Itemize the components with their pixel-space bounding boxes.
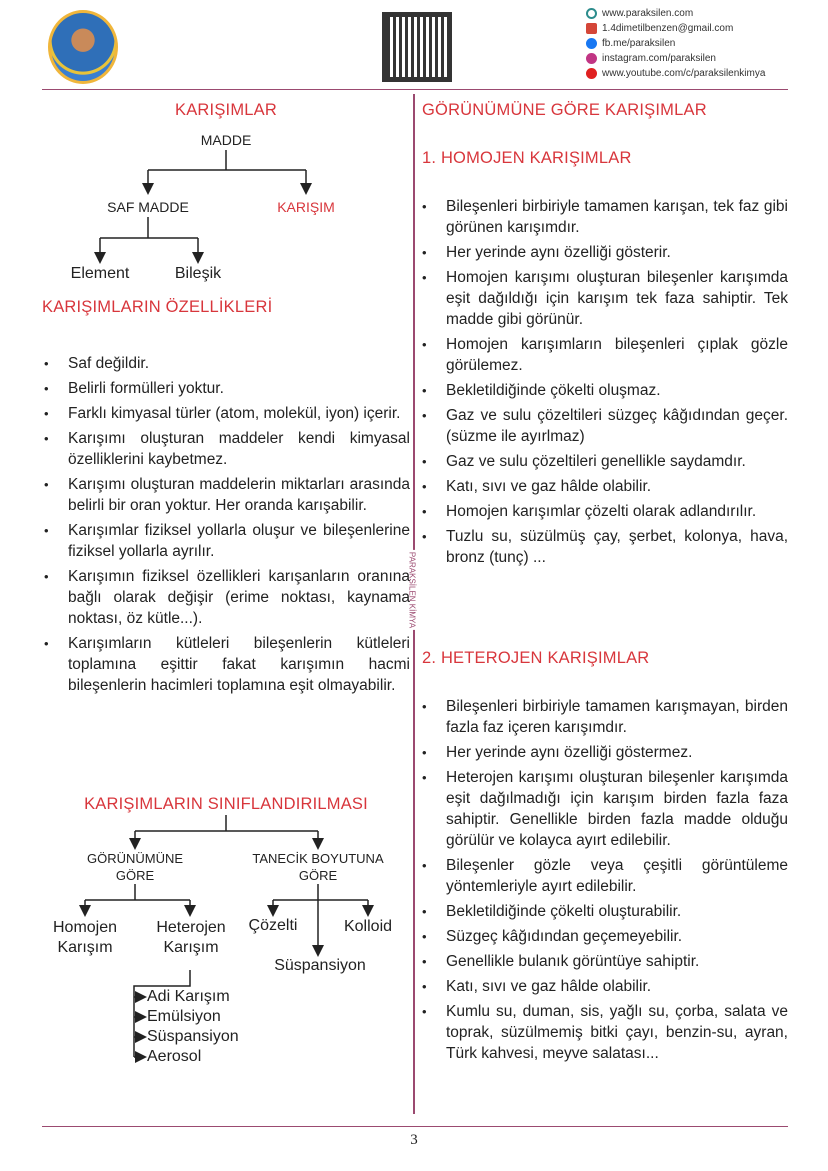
tree-node-heterojen bbox=[156, 918, 225, 958]
tree-node-tanecik-boyutuna-gore bbox=[252, 850, 383, 884]
section-title-ozellikler: KARIŞIMLARIN ÖZELLİKLERİ bbox=[42, 298, 273, 316]
contact-facebook[interactable]: fb.me/paraksilen bbox=[586, 36, 765, 51]
section-title-heterojen: 2. HETEROJEN KARIŞIMLAR bbox=[422, 649, 650, 667]
label: GÖRE bbox=[115, 868, 155, 883]
properties-list bbox=[42, 353, 410, 700]
list-item: • Homojen karışımlar çözelti olarak adlandırılır. bbox=[420, 501, 788, 522]
heterojen-subtypes bbox=[147, 987, 239, 1067]
section-title-homojen: 1. HOMOJEN KARIŞIMLAR bbox=[422, 149, 632, 167]
watermark: PARAKSİLEN KİMYA bbox=[407, 551, 417, 629]
subtype: Emülsiyon bbox=[147, 1008, 221, 1025]
tree-node-madde: MADDE bbox=[200, 132, 252, 148]
label: GÖRE bbox=[298, 868, 338, 883]
list-item: • Bileşenleri birbiriyle tamamen karışan, tek faz gibi görünen karışımdır. bbox=[420, 196, 788, 238]
list-item: • Saf değildir. bbox=[42, 353, 410, 374]
label: Homojen bbox=[52, 919, 118, 936]
list-item: • Karışımın fiziksel özellikleri karışanların oranına bağlı olarak değişir (erime noktası, kaynama noktası, öz kütle...). bbox=[42, 566, 410, 629]
contact-website[interactable]: www.paraksilen.com bbox=[586, 6, 765, 21]
heterojen-list bbox=[420, 696, 788, 1068]
list-item: • Kumlu su, duman, sis, yağlı su, çorba, salata ve toprak, süzülmemiş bitki çayı, benzin-su, ayran, Türk kahvesi, meyve salatası... bbox=[420, 1001, 788, 1064]
tree-node-bilesik: Bileşik bbox=[174, 265, 222, 282]
list-item: • Belirli formülleri yoktur. bbox=[42, 378, 410, 399]
list-item: • Karışımı oluşturan maddeler kendi kimyasal özelliklerini kaybetmez. bbox=[42, 428, 410, 470]
list-item: • Gaz ve sulu çözeltileri genellikle saydamdır. bbox=[420, 451, 788, 472]
list-item: • Tuzlu su, süzülmüş çay, şerbet, kolonya, hava, bronz (tunç) ... bbox=[420, 526, 788, 568]
contact-email[interactable]: 1.4dimetilbenzen@gmail.com bbox=[586, 21, 765, 36]
section-title-siniflandirma: KARIŞIMLARIN SINIFLANDIRILMASI bbox=[84, 795, 368, 813]
list-item: • Homojen karışımların bileşenleri çıplak gözle görülemez. bbox=[420, 334, 788, 376]
list-item: • Homojen karışımı oluşturan bileşenler karışımda eşit dağıldığı için karışım tek faza sahiptir. Tek madde gibi görünür. bbox=[420, 267, 788, 330]
list-item: • Karışımların kütleleri bileşenlerin kütleleri toplamına eşittir fakat karışımın hacmi bileşenlerin hacimleri toplamına eşit olmayabilir. bbox=[42, 633, 410, 696]
homojen-list bbox=[420, 196, 788, 572]
list-item: • Karışımı oluşturan maddelerin miktarları arasında belirli bir oran yoktur. Her oranda karışabilir. bbox=[42, 474, 410, 516]
list-item: • Süzgeç kâğıdından geçemeyebilir. bbox=[420, 926, 788, 947]
subtype: Adi Karışım bbox=[147, 988, 230, 1005]
list-item: • Bekletildiğinde çökelti oluşturabilir. bbox=[420, 901, 788, 922]
tree-node-homojen bbox=[53, 918, 117, 958]
tree-node-element: Element bbox=[70, 265, 130, 282]
list-item: • Katı, sıvı ve gaz hâlde olabilir. bbox=[420, 976, 788, 997]
label: TANECİK BOYUTUNA bbox=[252, 851, 384, 866]
contact-instagram[interactable]: instagram.com/paraksilen bbox=[586, 51, 765, 66]
label: Karışım bbox=[57, 939, 113, 956]
tree-node-kolloid: Kolloid bbox=[343, 918, 393, 935]
tree-node-karisim: KARIŞIM bbox=[277, 199, 335, 215]
list-item: • Katı, sıvı ve gaz hâlde olabilir. bbox=[420, 476, 788, 497]
list-item: • Her yerinde aynı özelliği göstermez. bbox=[420, 742, 788, 763]
list-item: • Bileşenleri birbiriyle tamamen karışmayan, birden fazla faz içeren karışımdır. bbox=[420, 696, 788, 738]
list-item: • Gaz ve sulu çözeltileri süzgeç kâğıdından geçer. (süzme ile ayırlmaz) bbox=[420, 405, 788, 447]
list-item: • Bileşenler gözle veya çeşitli görüntüleme yöntemleriyle ayırt edilebilir. bbox=[420, 855, 788, 897]
page-number: 3 bbox=[410, 1132, 418, 1148]
list-item: • Heterojen karışımı oluşturan bileşenler karışımda eşit dağılmadığı için karışım birden fazla faza sahiptir. Genellikle birden fazla madde olduğu görülür ve kolayca ayırt edilebilir. bbox=[420, 767, 788, 851]
label: Karışım bbox=[163, 939, 219, 956]
label: GÖRÜNÜMÜNE bbox=[86, 851, 184, 866]
tree-node-gorunumune-gore bbox=[87, 850, 183, 884]
tree-node-saf-madde: SAF MADDE bbox=[107, 199, 189, 215]
list-item: • Genellikle bulanık görüntüye sahiptir. bbox=[420, 951, 788, 972]
tree-node-suspansiyon: Süspansiyon bbox=[274, 957, 366, 974]
subtype: Aerosol bbox=[147, 1048, 202, 1065]
list-item: • Karışımlar fiziksel yollarla oluşur ve bileşenlerine fiziksel yollarla ayrılır. bbox=[42, 520, 410, 562]
contact-youtube[interactable]: www.youtube.com/c/paraksilenkimya bbox=[586, 66, 765, 81]
subtype: Süspansiyon bbox=[147, 1028, 239, 1045]
list-item: • Bekletildiğinde çökelti oluşmaz. bbox=[420, 380, 788, 401]
section-title-karisimlar: KARIŞIMLAR bbox=[175, 101, 277, 119]
list-item: • Farklı kimyasal türler (atom, molekül, iyon) içerir. bbox=[42, 403, 410, 424]
tree-node-cozelti: Çözelti bbox=[248, 917, 298, 934]
footer-divider bbox=[42, 1126, 788, 1127]
section-title-gorunumune-gore: GÖRÜNÜMÜNE GÖRE KARIŞIMLAR bbox=[422, 101, 707, 119]
list-item: • Her yerinde aynı özelliği gösterir. bbox=[420, 242, 788, 263]
label: Heterojen bbox=[156, 919, 226, 936]
